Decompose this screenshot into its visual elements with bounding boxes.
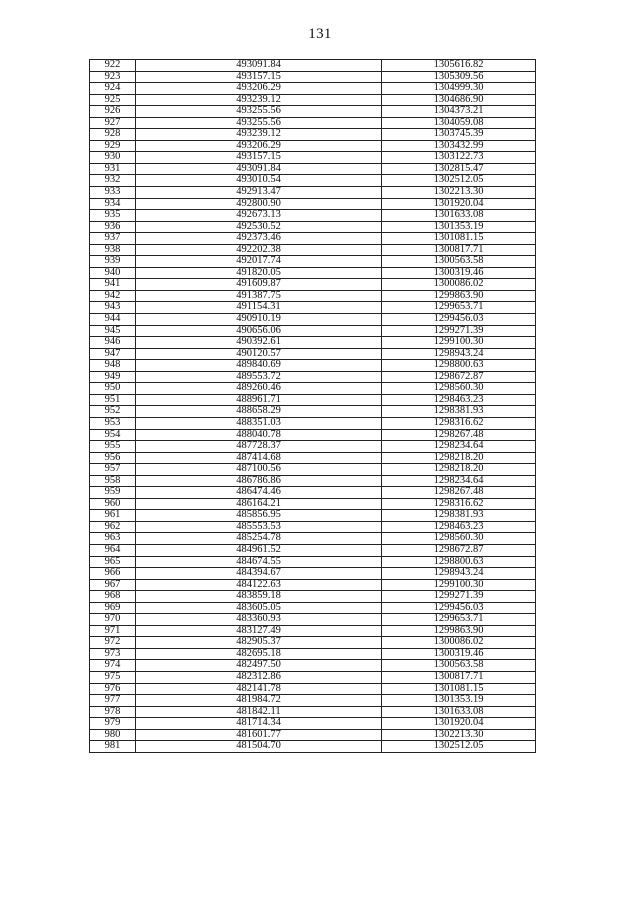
y-coordinate-cell: 1299456.03 [382, 314, 536, 326]
point-number-cell: 972 [90, 637, 136, 649]
table-row [90, 625, 536, 637]
x-coordinate-cell: 483127.49 [136, 625, 382, 637]
point-number-cell: 955 [90, 441, 136, 453]
x-coordinate-cell: 493255.56 [136, 117, 382, 129]
y-coordinate-cell: 1301920.04 [382, 718, 536, 730]
point-number-cell: 979 [90, 718, 136, 730]
table-row [90, 660, 536, 672]
point-number-cell: 978 [90, 706, 136, 718]
x-coordinate-cell: 488961.71 [136, 394, 382, 406]
point-number-cell: 931 [90, 163, 136, 175]
table-row [90, 556, 536, 568]
point-number-cell: 936 [90, 221, 136, 233]
y-coordinate-cell: 1301353.19 [382, 695, 536, 707]
x-coordinate-cell: 490120.57 [136, 348, 382, 360]
y-coordinate-cell: 1299863.90 [382, 290, 536, 302]
point-number-cell: 946 [90, 337, 136, 349]
y-coordinate-cell: 1301633.08 [382, 706, 536, 718]
y-coordinate-cell: 1298672.87 [382, 371, 536, 383]
point-number-cell: 922 [90, 60, 136, 72]
y-coordinate-cell: 1304373.21 [382, 106, 536, 118]
x-coordinate-cell: 493091.84 [136, 163, 382, 175]
point-number-cell: 933 [90, 187, 136, 199]
table-row [90, 302, 536, 314]
x-coordinate-cell: 493255.56 [136, 106, 382, 118]
table-row [90, 498, 536, 510]
table-row [90, 94, 536, 106]
x-coordinate-cell: 481504.70 [136, 741, 382, 753]
y-coordinate-cell: 1300319.46 [382, 267, 536, 279]
y-coordinate-cell: 1298234.64 [382, 441, 536, 453]
y-coordinate-cell: 1300817.71 [382, 671, 536, 683]
y-coordinate-cell: 1304686.90 [382, 94, 536, 106]
y-coordinate-cell: 1302512.05 [382, 741, 536, 753]
x-coordinate-cell: 493091.84 [136, 60, 382, 72]
table-row [90, 71, 536, 83]
point-number-cell: 971 [90, 625, 136, 637]
x-coordinate-cell: 486164.21 [136, 498, 382, 510]
x-coordinate-cell: 490910.19 [136, 314, 382, 326]
point-number-cell: 923 [90, 71, 136, 83]
x-coordinate-cell: 484122.63 [136, 579, 382, 591]
y-coordinate-cell: 1298560.30 [382, 383, 536, 395]
table-row [90, 314, 536, 326]
point-number-cell: 937 [90, 233, 136, 245]
point-number-cell: 951 [90, 394, 136, 406]
table-row [90, 325, 536, 337]
table-row [90, 441, 536, 453]
x-coordinate-cell: 493206.29 [136, 83, 382, 95]
y-coordinate-cell: 1298560.30 [382, 533, 536, 545]
y-coordinate-cell: 1299653.71 [382, 614, 536, 626]
table-row [90, 140, 536, 152]
table-row [90, 152, 536, 164]
x-coordinate-cell: 490656.06 [136, 325, 382, 337]
point-number-cell: 959 [90, 487, 136, 499]
point-number-cell: 928 [90, 129, 136, 141]
x-coordinate-cell: 490392.61 [136, 337, 382, 349]
x-coordinate-cell: 481842.11 [136, 706, 382, 718]
table-row [90, 129, 536, 141]
x-coordinate-cell: 493239.12 [136, 129, 382, 141]
table-row [90, 117, 536, 129]
table-row [90, 337, 536, 349]
y-coordinate-cell: 1299271.39 [382, 591, 536, 603]
point-number-cell: 968 [90, 591, 136, 603]
x-coordinate-cell: 484961.52 [136, 544, 382, 556]
x-coordinate-cell: 493157.15 [136, 71, 382, 83]
table-row [90, 591, 536, 603]
y-coordinate-cell: 1300086.02 [382, 637, 536, 649]
point-number-cell: 961 [90, 510, 136, 522]
x-coordinate-cell: 481984.72 [136, 695, 382, 707]
table-row [90, 417, 536, 429]
x-coordinate-cell: 492373.46 [136, 233, 382, 245]
table-row [90, 83, 536, 95]
point-number-cell: 953 [90, 417, 136, 429]
table-row [90, 198, 536, 210]
table-row [90, 383, 536, 395]
x-coordinate-cell: 483360.93 [136, 614, 382, 626]
table-row [90, 475, 536, 487]
table-row [90, 579, 536, 591]
x-coordinate-cell: 489553.72 [136, 371, 382, 383]
point-number-cell: 980 [90, 729, 136, 741]
point-number-cell: 974 [90, 660, 136, 672]
point-number-cell: 967 [90, 579, 136, 591]
x-coordinate-cell: 491154.31 [136, 302, 382, 314]
point-number-cell: 969 [90, 602, 136, 614]
coordinate-table-body [90, 60, 536, 753]
y-coordinate-cell: 1301081.15 [382, 683, 536, 695]
table-row [90, 706, 536, 718]
y-coordinate-cell: 1298381.93 [382, 510, 536, 522]
y-coordinate-cell: 1304999.30 [382, 83, 536, 95]
table-row [90, 360, 536, 372]
point-number-cell: 954 [90, 429, 136, 441]
table-row [90, 175, 536, 187]
point-number-cell: 958 [90, 475, 136, 487]
y-coordinate-cell: 1298316.62 [382, 498, 536, 510]
y-coordinate-cell: 1301920.04 [382, 198, 536, 210]
x-coordinate-cell: 492017.74 [136, 256, 382, 268]
point-number-cell: 934 [90, 198, 136, 210]
y-coordinate-cell: 1299271.39 [382, 325, 536, 337]
y-coordinate-cell: 1298672.87 [382, 544, 536, 556]
y-coordinate-cell: 1300319.46 [382, 648, 536, 660]
y-coordinate-cell: 1298316.62 [382, 417, 536, 429]
point-number-cell: 926 [90, 106, 136, 118]
x-coordinate-cell: 482695.18 [136, 648, 382, 660]
table-row [90, 267, 536, 279]
point-number-cell: 965 [90, 556, 136, 568]
point-number-cell: 956 [90, 452, 136, 464]
x-coordinate-cell: 493239.12 [136, 94, 382, 106]
point-number-cell: 932 [90, 175, 136, 187]
y-coordinate-cell: 1302213.30 [382, 187, 536, 199]
point-number-cell: 964 [90, 544, 136, 556]
x-coordinate-cell: 482312.86 [136, 671, 382, 683]
table-row [90, 163, 536, 175]
y-coordinate-cell: 1303122.73 [382, 152, 536, 164]
x-coordinate-cell: 483859.18 [136, 591, 382, 603]
point-number-cell: 924 [90, 83, 136, 95]
y-coordinate-cell: 1300086.02 [382, 279, 536, 291]
x-coordinate-cell: 491387.75 [136, 290, 382, 302]
x-coordinate-cell: 481714.34 [136, 718, 382, 730]
point-number-cell: 952 [90, 406, 136, 418]
table-row [90, 233, 536, 245]
y-coordinate-cell: 1298800.63 [382, 360, 536, 372]
table-row [90, 648, 536, 660]
x-coordinate-cell: 492673.13 [136, 210, 382, 222]
x-coordinate-cell: 481601.77 [136, 729, 382, 741]
table-row [90, 394, 536, 406]
x-coordinate-cell: 492913.47 [136, 187, 382, 199]
x-coordinate-cell: 487100.56 [136, 464, 382, 476]
point-number-cell: 942 [90, 290, 136, 302]
table-row [90, 290, 536, 302]
table-row [90, 279, 536, 291]
y-coordinate-cell: 1299863.90 [382, 625, 536, 637]
point-number-cell: 939 [90, 256, 136, 268]
y-coordinate-cell: 1298800.63 [382, 556, 536, 568]
page-number: 131 [308, 26, 332, 42]
table-row [90, 729, 536, 741]
point-number-cell: 938 [90, 244, 136, 256]
point-number-cell: 950 [90, 383, 136, 395]
y-coordinate-cell: 1298463.23 [382, 521, 536, 533]
table-row [90, 741, 536, 753]
x-coordinate-cell: 488658.29 [136, 406, 382, 418]
point-number-cell: 945 [90, 325, 136, 337]
table-row [90, 487, 536, 499]
table-row [90, 210, 536, 222]
y-coordinate-cell: 1301633.08 [382, 210, 536, 222]
x-coordinate-cell: 485254.78 [136, 533, 382, 545]
table-row [90, 718, 536, 730]
y-coordinate-cell: 1298218.20 [382, 464, 536, 476]
point-number-cell: 940 [90, 267, 136, 279]
x-coordinate-cell: 486786.86 [136, 475, 382, 487]
y-coordinate-cell: 1302512.05 [382, 175, 536, 187]
table-row [90, 106, 536, 118]
point-number-cell: 947 [90, 348, 136, 360]
point-number-cell: 941 [90, 279, 136, 291]
table-row [90, 187, 536, 199]
point-number-cell: 929 [90, 140, 136, 152]
x-coordinate-cell: 484394.67 [136, 568, 382, 580]
table-row [90, 637, 536, 649]
point-number-cell: 957 [90, 464, 136, 476]
y-coordinate-cell: 1302213.30 [382, 729, 536, 741]
point-number-cell: 949 [90, 371, 136, 383]
table-row [90, 406, 536, 418]
y-coordinate-cell: 1298943.24 [382, 568, 536, 580]
x-coordinate-cell: 487414.68 [136, 452, 382, 464]
table-row [90, 521, 536, 533]
x-coordinate-cell: 483605.05 [136, 602, 382, 614]
y-coordinate-cell: 1300563.58 [382, 256, 536, 268]
y-coordinate-cell: 1298943.24 [382, 348, 536, 360]
x-coordinate-cell: 486474.46 [136, 487, 382, 499]
x-coordinate-cell: 493157.15 [136, 152, 382, 164]
x-coordinate-cell: 492530.52 [136, 221, 382, 233]
point-number-cell: 975 [90, 671, 136, 683]
table-row [90, 568, 536, 580]
y-coordinate-cell: 1299456.03 [382, 602, 536, 614]
point-number-cell: 963 [90, 533, 136, 545]
point-number-cell: 944 [90, 314, 136, 326]
coordinate-table [89, 59, 536, 753]
y-coordinate-cell: 1298463.23 [382, 394, 536, 406]
y-coordinate-cell: 1304059.08 [382, 117, 536, 129]
table-row [90, 533, 536, 545]
table-row [90, 464, 536, 476]
table-row [90, 614, 536, 626]
table-row [90, 429, 536, 441]
y-coordinate-cell: 1298381.93 [382, 406, 536, 418]
x-coordinate-cell: 487728.37 [136, 441, 382, 453]
y-coordinate-cell: 1300563.58 [382, 660, 536, 672]
x-coordinate-cell: 491609.87 [136, 279, 382, 291]
y-coordinate-cell: 1299100.30 [382, 337, 536, 349]
x-coordinate-cell: 488040.78 [136, 429, 382, 441]
table-row [90, 60, 536, 72]
x-coordinate-cell: 491820.05 [136, 267, 382, 279]
x-coordinate-cell: 493010.54 [136, 175, 382, 187]
point-number-cell: 925 [90, 94, 136, 106]
x-coordinate-cell: 489840.69 [136, 360, 382, 372]
y-coordinate-cell: 1299653.71 [382, 302, 536, 314]
y-coordinate-cell: 1301353.19 [382, 221, 536, 233]
point-number-cell: 962 [90, 521, 136, 533]
table-row [90, 510, 536, 522]
table-row [90, 256, 536, 268]
x-coordinate-cell: 488351.03 [136, 417, 382, 429]
y-coordinate-cell: 1298218.20 [382, 452, 536, 464]
point-number-cell: 948 [90, 360, 136, 372]
x-coordinate-cell: 484674.55 [136, 556, 382, 568]
y-coordinate-cell: 1298234.64 [382, 475, 536, 487]
x-coordinate-cell: 485856.95 [136, 510, 382, 522]
y-coordinate-cell: 1303745.39 [382, 129, 536, 141]
x-coordinate-cell: 493206.29 [136, 140, 382, 152]
point-number-cell: 970 [90, 614, 136, 626]
point-number-cell: 960 [90, 498, 136, 510]
table-row [90, 348, 536, 360]
point-number-cell: 977 [90, 695, 136, 707]
y-coordinate-cell: 1298267.48 [382, 487, 536, 499]
y-coordinate-cell: 1299100.30 [382, 579, 536, 591]
point-number-cell: 927 [90, 117, 136, 129]
point-number-cell: 981 [90, 741, 136, 753]
y-coordinate-cell: 1302815.47 [382, 163, 536, 175]
x-coordinate-cell: 492202.38 [136, 244, 382, 256]
point-number-cell: 943 [90, 302, 136, 314]
point-number-cell: 935 [90, 210, 136, 222]
point-number-cell: 930 [90, 152, 136, 164]
table-row [90, 244, 536, 256]
table-row [90, 221, 536, 233]
x-coordinate-cell: 482905.37 [136, 637, 382, 649]
x-coordinate-cell: 492800.90 [136, 198, 382, 210]
point-number-cell: 973 [90, 648, 136, 660]
y-coordinate-cell: 1305309.56 [382, 71, 536, 83]
point-number-cell: 966 [90, 568, 136, 580]
table-row [90, 695, 536, 707]
y-coordinate-cell: 1303432.99 [382, 140, 536, 152]
table-row [90, 452, 536, 464]
table-row [90, 544, 536, 556]
x-coordinate-cell: 489260.46 [136, 383, 382, 395]
table-row [90, 671, 536, 683]
y-coordinate-cell: 1298267.48 [382, 429, 536, 441]
point-number-cell: 976 [90, 683, 136, 695]
x-coordinate-cell: 482141.78 [136, 683, 382, 695]
table-row [90, 683, 536, 695]
x-coordinate-cell: 485553.53 [136, 521, 382, 533]
table-row [90, 371, 536, 383]
y-coordinate-cell: 1305616.82 [382, 60, 536, 72]
table-row [90, 602, 536, 614]
y-coordinate-cell: 1300817.71 [382, 244, 536, 256]
y-coordinate-cell: 1301081.15 [382, 233, 536, 245]
x-coordinate-cell: 482497.50 [136, 660, 382, 672]
